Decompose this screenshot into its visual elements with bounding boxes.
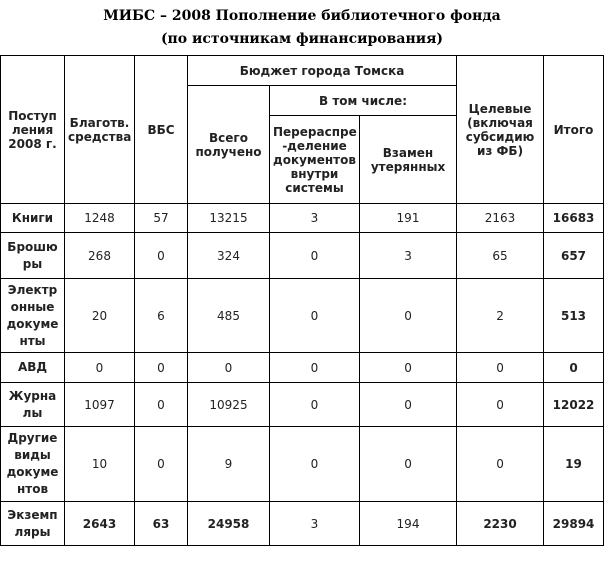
cell-total-received: 10925 <box>188 383 270 427</box>
cell-redistribution: 3 <box>270 502 360 546</box>
cell-total-received: 0 <box>188 353 270 383</box>
row-label: Электр онные докуме нты <box>1 279 65 353</box>
document-title: МИБС – 2008 Пополнение библиотечного фонда <box>103 8 501 24</box>
table-row <box>1 204 604 233</box>
row-label: Книги <box>1 204 65 233</box>
row-label: Брошю ры <box>1 233 65 279</box>
cell-charity: 1097 <box>65 383 135 427</box>
cell-vbs: 0 <box>135 383 188 427</box>
cell-total-received: 485 <box>188 279 270 353</box>
table-row <box>1 353 604 383</box>
row-label: Экземп ляры <box>1 502 65 546</box>
cell-vbs: 57 <box>135 204 188 233</box>
header-city-budget: Бюджет города Томска <box>188 56 457 86</box>
cell-replacement: 0 <box>360 427 457 502</box>
header-targeted: Целевые (включая субсидию из ФБ) <box>457 56 544 204</box>
cell-charity: 20 <box>65 279 135 353</box>
table-row <box>1 427 604 502</box>
header-redistribution: Перераспре -деление документов внутри системы <box>270 116 360 204</box>
table-row <box>1 279 604 353</box>
cell-vbs: 0 <box>135 353 188 383</box>
cell-total-received: 24958 <box>188 502 270 546</box>
header-vbs: ВБС <box>135 56 188 204</box>
header-row-label: Поступ ления 2008 г. <box>1 56 65 204</box>
header-total: Итого <box>544 56 604 204</box>
cell-charity: 0 <box>65 353 135 383</box>
cell-vbs: 0 <box>135 233 188 279</box>
cell-total: 19 <box>544 427 604 502</box>
cell-targeted: 0 <box>457 427 544 502</box>
cell-replacement: 194 <box>360 502 457 546</box>
row-label: АВД <box>1 353 65 383</box>
cell-targeted: 65 <box>457 233 544 279</box>
cell-total: 12022 <box>544 383 604 427</box>
cell-targeted: 0 <box>457 383 544 427</box>
cell-replacement: 0 <box>360 383 457 427</box>
cell-replacement: 0 <box>360 353 457 383</box>
header-charity: Благотв. средства <box>65 56 135 204</box>
cell-total-received: 324 <box>188 233 270 279</box>
table-row <box>1 233 604 279</box>
cell-total: 16683 <box>544 204 604 233</box>
cell-targeted: 2163 <box>457 204 544 233</box>
cell-vbs: 63 <box>135 502 188 546</box>
cell-charity: 268 <box>65 233 135 279</box>
cell-redistribution: 0 <box>270 383 360 427</box>
row-label: Другие виды докуме нтов <box>1 427 65 502</box>
cell-redistribution: 0 <box>270 233 360 279</box>
cell-total-received: 13215 <box>188 204 270 233</box>
cell-replacement: 0 <box>360 279 457 353</box>
cell-total-received: 9 <box>188 427 270 502</box>
header-replacement: Взамен утерянных <box>360 116 457 204</box>
cell-charity: 2643 <box>65 502 135 546</box>
document-subtitle: (по источникам финансирования) <box>160 31 444 47</box>
cell-replacement: 3 <box>360 233 457 279</box>
cell-targeted: 0 <box>457 353 544 383</box>
cell-redistribution: 0 <box>270 279 360 353</box>
header-total-received: Всего получено <box>188 86 270 204</box>
cell-charity: 10 <box>65 427 135 502</box>
replenishment-table <box>0 55 604 546</box>
cell-total: 657 <box>544 233 604 279</box>
table-row <box>1 383 604 427</box>
cell-redistribution: 0 <box>270 427 360 502</box>
cell-redistribution: 3 <box>270 204 360 233</box>
table-row-totals <box>1 502 604 546</box>
cell-vbs: 6 <box>135 279 188 353</box>
row-label: Журна лы <box>1 383 65 427</box>
cell-redistribution: 0 <box>270 353 360 383</box>
header-including: В том числе: <box>270 86 457 116</box>
cell-charity: 1248 <box>65 204 135 233</box>
cell-total: 0 <box>544 353 604 383</box>
cell-replacement: 191 <box>360 204 457 233</box>
cell-total: 513 <box>544 279 604 353</box>
header-row-1 <box>1 56 604 86</box>
cell-targeted: 2230 <box>457 502 544 546</box>
cell-targeted: 2 <box>457 279 544 353</box>
cell-vbs: 0 <box>135 427 188 502</box>
cell-total: 29894 <box>544 502 604 546</box>
